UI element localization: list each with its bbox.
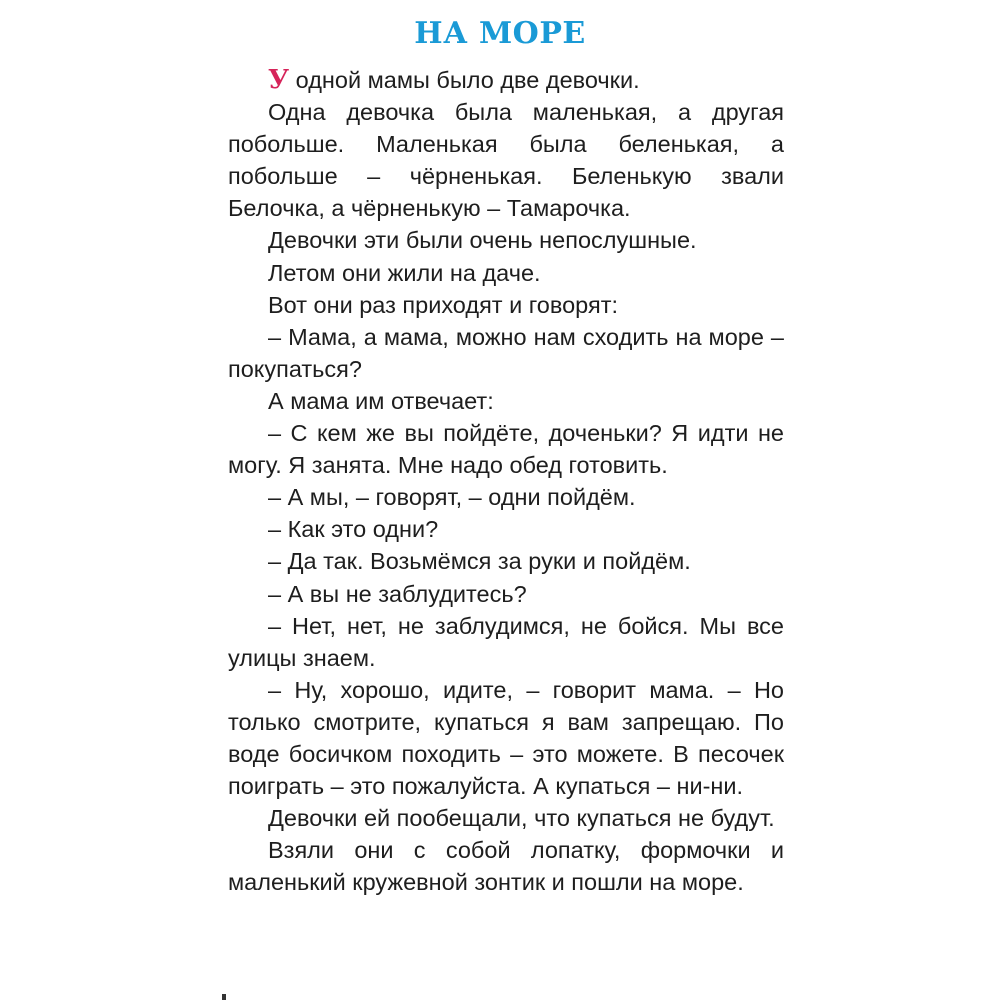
paragraph: – Нет, нет, не заблудимся, не бойся. Мы все улицы знаем.	[228, 612, 784, 671]
paragraph: – Мама, а мама, можно нам сходить на море – покупаться?	[228, 323, 784, 382]
paragraph: – Как это одни?	[268, 516, 439, 543]
paragraph: – А мы, – говорят, – одни пойдём.	[268, 484, 636, 511]
paragraph: Девочки ей пообещали, что купаться не будут.	[268, 805, 775, 832]
paragraph: Одна девочка была маленькая, а другая побольше. Маленькая была беленькая, а побольше – чёрненькая. Беленькую звали Белочка, а чёрненькую – Тамарочка.	[228, 99, 784, 222]
story-text	[228, 64, 784, 898]
paragraph-first	[228, 64, 784, 96]
paragraph: Взяли они с собой лопатку, формочки и маленький кружевной зонтик и пошли на море.	[228, 837, 784, 896]
paragraph: – Ну, хорошо, идите, – говорит мама. – Но только смотрите, купаться я вам запрещаю. По воде босичком походить – это можете. В песочек поиграть – это пожалуйста. А купаться – ни-ни.	[228, 676, 784, 800]
paragraph: Девочки эти были очень непослушные.	[268, 227, 697, 254]
paragraph: – Да так. Возьмёмся за руки и пойдём.	[268, 548, 691, 575]
page-edge-mark	[222, 994, 226, 1000]
drop-cap-letter: У	[268, 65, 290, 95]
paragraph: А мама им отвечает:	[268, 387, 494, 414]
paragraph: Летом они жили на даче.	[268, 259, 541, 286]
page-title: НА МОРЕ	[414, 16, 586, 51]
paragraph: – С кем же вы пойдёте, доченьки? Я идти не могу. Я занята. Мне надо обед готовить.	[228, 420, 784, 479]
paragraph: Вот они раз приходят и говорят:	[268, 291, 618, 318]
paragraph-first-text: одной мамы было две девочки.	[289, 67, 640, 93]
paragraph: – А вы не заблудитесь?	[268, 580, 527, 607]
